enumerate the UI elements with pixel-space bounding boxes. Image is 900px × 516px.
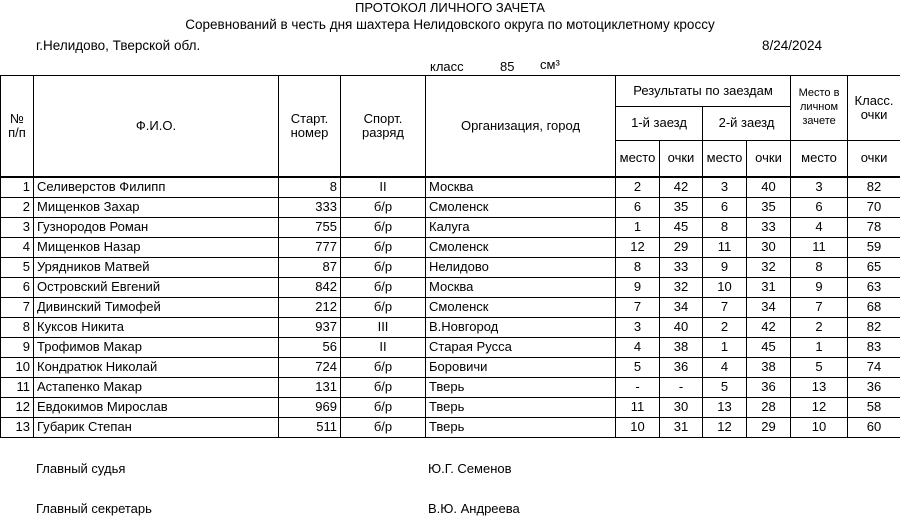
table-row [1, 218, 900, 238]
start-number: 56 [279, 338, 341, 358]
table-row [1, 378, 900, 398]
final-place: 12 [791, 398, 848, 418]
heat1-place: 9 [616, 278, 660, 298]
col-header-rank: Спорт. разряд [341, 76, 426, 178]
heat1-place: 2 [616, 177, 660, 198]
sport-rank: б/р [341, 298, 426, 318]
start-number: 8 [279, 177, 341, 198]
heat2-place: 3 [703, 177, 747, 198]
row-number: 7 [1, 298, 34, 318]
athlete-name: Мищенков Захар [34, 198, 279, 218]
col-header-heat1: 1-й заезд [616, 107, 703, 141]
table-row [1, 418, 900, 438]
heat2-points: 34 [747, 298, 791, 318]
heat2-place: 9 [703, 258, 747, 278]
organization: В.Новгород [426, 318, 616, 338]
secretary-label: Главный секретарь [36, 501, 152, 516]
class-points: 82 [848, 177, 900, 198]
athlete-name: Куксов Никита [34, 318, 279, 338]
class-points: 74 [848, 358, 900, 378]
athlete-name: Селиверстов Филипп [34, 177, 279, 198]
start-number: 131 [279, 378, 341, 398]
sport-rank: б/р [341, 398, 426, 418]
sport-rank: II [341, 338, 426, 358]
heat1-place: 7 [616, 298, 660, 318]
final-place: 7 [791, 298, 848, 318]
sport-rank: б/р [341, 418, 426, 438]
organization: Старая Русса [426, 338, 616, 358]
heat2-place: 13 [703, 398, 747, 418]
heat1-place: 5 [616, 358, 660, 378]
heat1-points: 35 [660, 198, 703, 218]
class-points: 60 [848, 418, 900, 438]
heat2-points: 38 [747, 358, 791, 378]
final-place: 10 [791, 418, 848, 438]
row-number: 3 [1, 218, 34, 238]
table-row [1, 398, 900, 418]
heat2-points: 32 [747, 258, 791, 278]
heat1-points: 33 [660, 258, 703, 278]
athlete-name: Астапенко Макар [34, 378, 279, 398]
row-number: 4 [1, 238, 34, 258]
protocol-subtitle: Соревнований в честь дня шахтера Нелидовского округа по мотоциклетному кроссу [185, 17, 715, 32]
final-place: 11 [791, 238, 848, 258]
heat1-place: 3 [616, 318, 660, 338]
table-row [1, 318, 900, 338]
col-header-class-points: Класс. очки [848, 76, 900, 141]
class-points: 36 [848, 378, 900, 398]
start-number: 842 [279, 278, 341, 298]
final-place: 4 [791, 218, 848, 238]
start-number: 87 [279, 258, 341, 278]
protocol-title: ПРОТОКОЛ ЛИЧНОГО ЗАЧЕТА [355, 0, 545, 15]
row-number: 9 [1, 338, 34, 358]
athlete-name: Евдокимов Мирослав [34, 398, 279, 418]
heat1-place: 10 [616, 418, 660, 438]
col-header-heat2-place: место [703, 141, 747, 178]
row-number: 8 [1, 318, 34, 338]
table-row [1, 238, 900, 258]
athlete-name: Трофимов Макар [34, 338, 279, 358]
heat1-points: 45 [660, 218, 703, 238]
row-number: 11 [1, 378, 34, 398]
final-place: 5 [791, 358, 848, 378]
start-number: 777 [279, 238, 341, 258]
heat1-points: 34 [660, 298, 703, 318]
athlete-name: Островский Евгений [34, 278, 279, 298]
organization: Смоленск [426, 238, 616, 258]
table-row [1, 358, 900, 378]
heat2-points: 33 [747, 218, 791, 238]
row-number: 5 [1, 258, 34, 278]
heat1-points: 29 [660, 238, 703, 258]
table-row [1, 338, 900, 358]
start-number: 724 [279, 358, 341, 378]
heat2-place: 10 [703, 278, 747, 298]
heat2-points: 28 [747, 398, 791, 418]
class-points: 63 [848, 278, 900, 298]
start-number: 937 [279, 318, 341, 338]
heat1-points: - [660, 378, 703, 398]
heat1-place: 12 [616, 238, 660, 258]
athlete-name: Мищенков Назар [34, 238, 279, 258]
heat2-points: 31 [747, 278, 791, 298]
sport-rank: б/р [341, 258, 426, 278]
organization: Смоленск [426, 298, 616, 318]
class-points: 68 [848, 298, 900, 318]
heat1-place: 6 [616, 198, 660, 218]
row-number: 12 [1, 398, 34, 418]
class-points: 59 [848, 238, 900, 258]
col-header-num: № п/п [1, 76, 34, 178]
col-header-name: Ф.И.О. [34, 76, 279, 178]
row-number: 13 [1, 418, 34, 438]
organization: Смоленск [426, 198, 616, 218]
heat2-place: 6 [703, 198, 747, 218]
heat1-place: 8 [616, 258, 660, 278]
final-place: 9 [791, 278, 848, 298]
sport-rank: б/р [341, 378, 426, 398]
sport-rank: III [341, 318, 426, 338]
athlete-name: Гузнородов Роман [34, 218, 279, 238]
row-number: 1 [1, 177, 34, 198]
sport-rank: б/р [341, 238, 426, 258]
col-header-heat1-place: место [616, 141, 660, 178]
start-number: 212 [279, 298, 341, 318]
class-points: 83 [848, 338, 900, 358]
athlete-name: Губарик Степан [34, 418, 279, 438]
judge-label: Главный судья [36, 461, 126, 476]
row-number: 10 [1, 358, 34, 378]
heat2-place: 7 [703, 298, 747, 318]
col-header-heat2-points: очки [747, 141, 791, 178]
athlete-name: Кондратюк Николай [34, 358, 279, 378]
heat2-place: 5 [703, 378, 747, 398]
sport-rank: б/р [341, 278, 426, 298]
organization: Москва [426, 177, 616, 198]
heat1-points: 40 [660, 318, 703, 338]
table-row [1, 258, 900, 278]
table-row [1, 278, 900, 298]
table-row [1, 198, 900, 218]
col-header-heat2: 2-й заезд [703, 107, 791, 141]
heat2-points: 40 [747, 177, 791, 198]
heat1-place: 11 [616, 398, 660, 418]
class-points: 58 [848, 398, 900, 418]
organization: Москва [426, 278, 616, 298]
heat1-points: 30 [660, 398, 703, 418]
organization: Боровичи [426, 358, 616, 378]
col-header-heat1-points: очки [660, 141, 703, 178]
class-label: класс [430, 59, 464, 74]
heat1-points: 31 [660, 418, 703, 438]
sport-rank: б/р [341, 198, 426, 218]
organization: Калуга [426, 218, 616, 238]
col-header-place-personal: Место в личном зачете [791, 76, 848, 141]
heat2-points: 35 [747, 198, 791, 218]
col-header-org: Организация, город [426, 76, 616, 178]
date: 8/24/2024 [762, 38, 823, 53]
final-place: 1 [791, 338, 848, 358]
class-points: 70 [848, 198, 900, 218]
start-number: 969 [279, 398, 341, 418]
col-header-start-number: Старт. номер [279, 76, 341, 178]
athlete-name: Урядников Матвей [34, 258, 279, 278]
final-place: 2 [791, 318, 848, 338]
start-number: 333 [279, 198, 341, 218]
results-table [0, 75, 900, 438]
class-points: 78 [848, 218, 900, 238]
heat1-points: 32 [660, 278, 703, 298]
final-place: 6 [791, 198, 848, 218]
sport-rank: б/р [341, 218, 426, 238]
final-place: 13 [791, 378, 848, 398]
location: г.Нелидово, Тверской обл. [36, 38, 201, 53]
heat2-points: 45 [747, 338, 791, 358]
start-number: 511 [279, 418, 341, 438]
organization: Тверь [426, 418, 616, 438]
class-points: 65 [848, 258, 900, 278]
organization: Тверь [426, 378, 616, 398]
heat2-points: 30 [747, 238, 791, 258]
start-number: 755 [279, 218, 341, 238]
heat2-points: 42 [747, 318, 791, 338]
organization: Тверь [426, 398, 616, 418]
organization: Нелидово [426, 258, 616, 278]
table-row [1, 177, 900, 198]
col-header-results: Результаты по заездам [616, 76, 791, 107]
heat2-points: 29 [747, 418, 791, 438]
sport-rank: II [341, 177, 426, 198]
row-number: 2 [1, 198, 34, 218]
table-row [1, 298, 900, 318]
row-number: 6 [1, 278, 34, 298]
col-header-final-points: очки [848, 141, 900, 178]
heat1-place: 4 [616, 338, 660, 358]
class-points: 82 [848, 318, 900, 338]
sport-rank: б/р [341, 358, 426, 378]
heat2-points: 36 [747, 378, 791, 398]
heat1-points: 36 [660, 358, 703, 378]
heat1-points: 42 [660, 177, 703, 198]
heat2-place: 1 [703, 338, 747, 358]
secretary-name: В.Ю. Андреева [428, 501, 520, 516]
heat2-place: 2 [703, 318, 747, 338]
final-place: 8 [791, 258, 848, 278]
heat2-place: 4 [703, 358, 747, 378]
class-value: 85 [500, 59, 515, 74]
heat1-place: 1 [616, 218, 660, 238]
judge-name: Ю.Г. Семенов [428, 461, 512, 476]
heat2-place: 11 [703, 238, 747, 258]
heat1-place: - [616, 378, 660, 398]
col-header-final-place: место [791, 141, 848, 178]
heat2-place: 12 [703, 418, 747, 438]
heat1-points: 38 [660, 338, 703, 358]
final-place: 3 [791, 177, 848, 198]
athlete-name: Дивинский Тимофей [34, 298, 279, 318]
class-unit: см³ [540, 57, 560, 72]
heat2-place: 8 [703, 218, 747, 238]
